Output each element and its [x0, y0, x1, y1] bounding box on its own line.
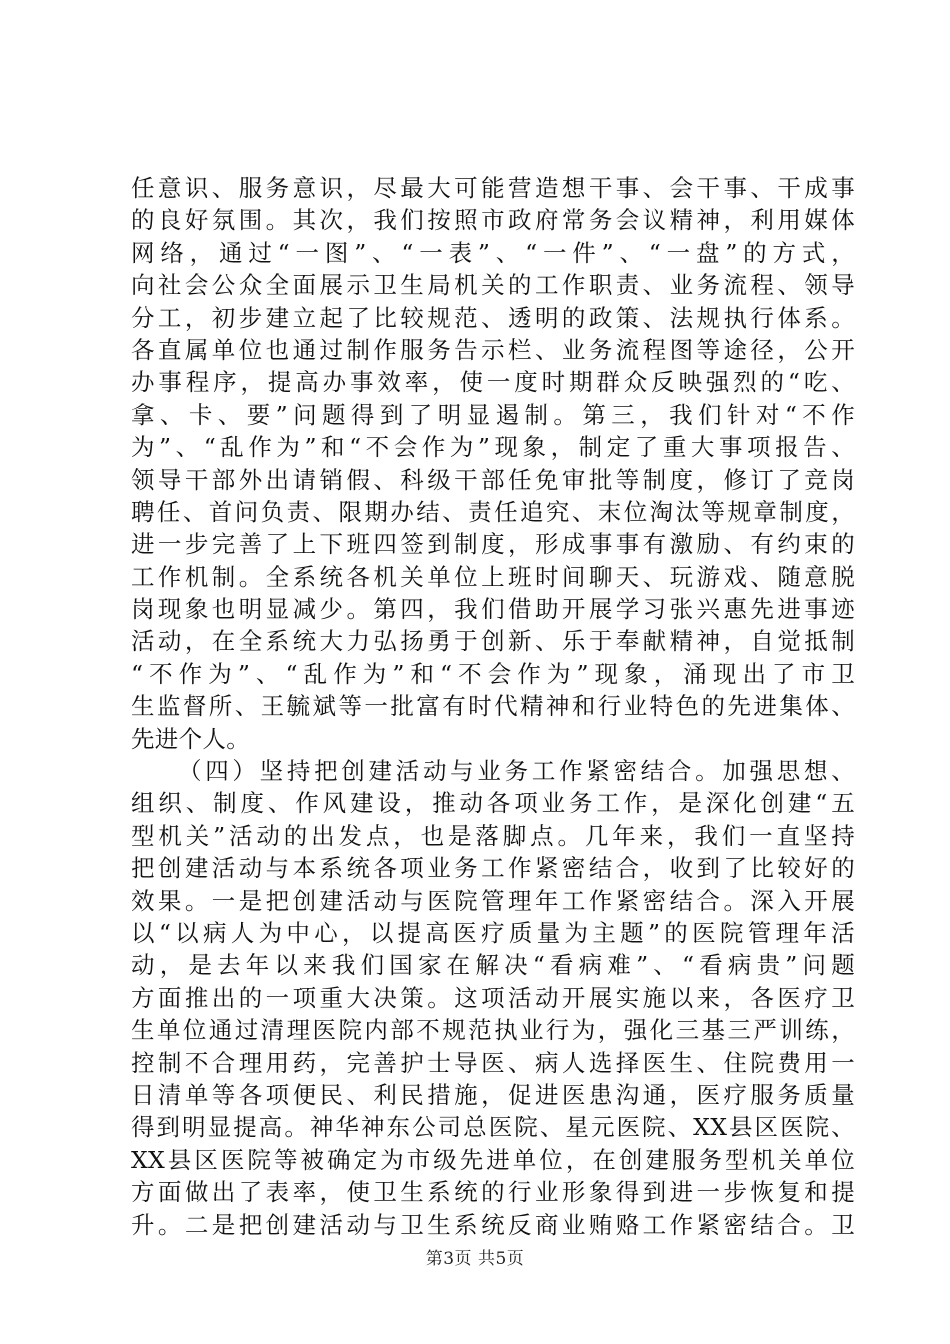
- text-line: 各直属单位也通过制作服务告示栏、业务流程图等途径，公开: [131, 335, 855, 364]
- text-line: 先进个人。: [131, 724, 250, 753]
- text-line: 动，是去年以来我们国家在解决“看病难”、“看病贵”问题: [131, 951, 855, 980]
- text-line: 网络，通过“一图”、“一表”、“一件”、“一盘”的方式，: [131, 238, 855, 267]
- text-line: 得到明显提高。神华神东公司总医院、星元医院、XX县区医院、: [131, 1113, 855, 1142]
- text-line: 工作机制。全系统各机关单位上班时间聊天、玩游戏、随意脱: [131, 562, 855, 591]
- text-line: 任意识、服务意识，尽最大可能营造想干事、会干事、干成事: [131, 174, 855, 202]
- text-line: 向社会公众全面展示卫生局机关的工作职责、业务流程、领导: [131, 271, 855, 300]
- text-line: 办事程序，提高办事效率，使一度时期群众反映强烈的“吃、: [131, 368, 855, 397]
- text-line: 型机关”活动的出发点，也是落脚点。几年来，我们一直坚持: [131, 821, 855, 850]
- text-line: 聘任、首问负责、限期办结、责任追究、末位淘汰等规章制度，: [131, 497, 855, 526]
- text-line: 组织、制度、作风建设，推动各项业务工作，是深化创建“五: [131, 789, 855, 818]
- text-line: 效果。一是把创建活动与医院管理年工作紧密结合。深入开展: [131, 886, 855, 915]
- text-line: 的良好氛围。其次，我们按照市政府常务会议精神，利用媒体: [131, 206, 855, 235]
- text-line: 生监督所、王毓斌等一批富有时代精神和行业特色的先进集体、: [131, 692, 855, 721]
- text-line: 为”、“乱作为”和“不会作为”现象，制定了重大事项报告、: [131, 433, 855, 462]
- text-line: 领导干部外出请销假、科级干部任免审批等制度，修订了竞岗: [131, 465, 855, 494]
- text-line: 岗现象也明显减少。第四，我们借助开展学习张兴惠先进事迹: [131, 595, 855, 624]
- text-line: 分工，初步建立起了比较规范、透明的政策、法规执行体系。: [131, 303, 855, 332]
- text-line: 升。二是把创建活动与卫生系统反商业贿赂工作紧密结合。卫: [131, 1210, 855, 1239]
- section-heading-line: （四）坚持把创建活动与业务工作紧密结合。加强思想、: [178, 757, 855, 786]
- body-text: [131, 172, 855, 1241]
- text-line: 方面推出的一项重大决策。这项活动开展实施以来，各医疗卫: [131, 983, 855, 1012]
- text-line: 把创建活动与本系统各项业务工作紧密结合，收到了比较好的: [131, 854, 855, 883]
- text-line: “不作为”、“乱作为”和“不会作为”现象，涌现出了市卫: [131, 659, 855, 688]
- text-line: 拿、卡、要”问题得到了明显遏制。第三，我们针对“不作: [131, 400, 855, 429]
- text-line: 活动，在全系统大力弘扬勇于创新、乐于奉献精神，自觉抵制: [131, 627, 855, 656]
- text-line: 日清单等各项便民、利民措施，促进医患沟通，医疗服务质量: [131, 1080, 855, 1109]
- text-line: 以“以病人为中心，以提高医疗质量为主题”的医院管理年活: [131, 918, 855, 947]
- page-number-footer: 第3页 共5页: [425, 1249, 525, 1269]
- text-line: 控制不合理用药，完善护士导医、病人选择医生、住院费用一: [131, 1048, 855, 1077]
- text-line: 进一步完善了上下班四签到制度，形成事事有激励、有约束的: [131, 530, 855, 559]
- text-line: 生单位通过清理医院内部不规范执业行为，强化三基三严训练，: [131, 1016, 855, 1045]
- text-line: 方面做出了表率，使卫生系统的行业形象得到进一步恢复和提: [131, 1178, 855, 1207]
- text-line: XX县区医院等被确定为市级先进单位，在创建服务型机关单位: [131, 1145, 855, 1174]
